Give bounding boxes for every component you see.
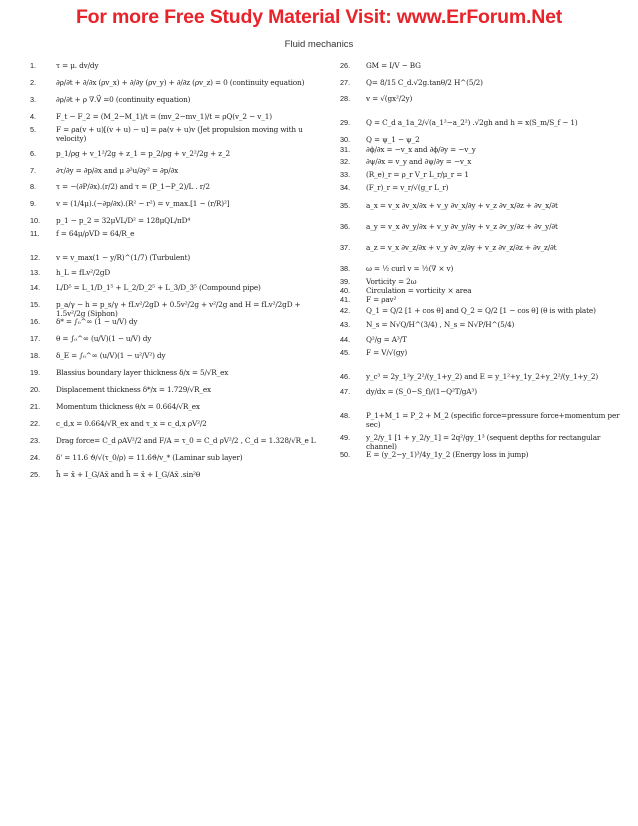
formula-text: (R_e)_r = ρ_r V_r L_r/μ_r = 1 <box>366 170 469 179</box>
formula-number: 41. <box>340 295 351 304</box>
formula-item <box>30 301 330 318</box>
formula-text: ∂τ/∂y = ∂p/∂x and μ ∂²u/∂y² = ∂p/∂x <box>56 166 179 175</box>
formula-number: 21. <box>30 402 41 412</box>
formula-text: a_y = v_x ∂v_y/∂x + v_y ∂v_y/∂y + v_z ∂v_y/∂z + ∂v_y/∂t <box>366 222 558 231</box>
formula-item <box>30 167 330 183</box>
formula-list-right <box>340 62 630 468</box>
formula-item <box>30 200 330 217</box>
formula-number: 24. <box>30 453 41 463</box>
formula-item <box>30 183 330 200</box>
formula-number: 13. <box>30 268 41 277</box>
formula-number: 19. <box>30 368 41 378</box>
formula-number: 28. <box>340 94 351 103</box>
formula-number: 27. <box>340 78 351 87</box>
formula-text: h_L = fLv²/2gD <box>56 268 111 277</box>
formula-number: 7. <box>30 166 37 175</box>
formula-item <box>340 434 630 451</box>
formula-text: F = ρav² <box>366 295 397 304</box>
formula-text: δ' = 11.6 ϑ/√(τ_0/ρ) = 11.6ϑ/v_* (Laminar sub layer) <box>56 453 243 463</box>
formula-item <box>30 420 330 437</box>
formula-item <box>30 454 330 471</box>
formula-number: 50. <box>340 450 351 460</box>
formula-item <box>340 412 630 434</box>
formula-text: ∂ϕ/∂x = −v_x and ∂ϕ/∂y = −v_y <box>366 145 476 154</box>
formula-text: GM = I/V − BG <box>366 61 421 70</box>
formula-number: 1. <box>30 61 37 70</box>
formula-item <box>340 223 630 244</box>
formula-number: 18. <box>30 351 41 361</box>
formula-number: 25. <box>30 470 41 480</box>
formula-text: Drag force= C_d ρAV²/2 and F/A = τ_0 = C_d ρV²/2 , C_d = 1.328/√R_e L <box>56 436 316 446</box>
formula-number: 10. <box>30 216 41 225</box>
formula-number: 37. <box>340 243 351 252</box>
formula-item <box>30 335 330 352</box>
formula-number: 38. <box>340 264 351 273</box>
formula-number: 17. <box>30 334 41 344</box>
formula-text: ∂ψ/∂x = v_y and ∂ψ/∂y = −v_x <box>366 157 472 166</box>
formula-item <box>340 307 630 321</box>
formula-item <box>30 318 330 335</box>
formula-text: τ = μ. dv/dy <box>56 61 99 70</box>
formula-text: c_d,x = 0.664/√R_ex and τ_x = c_d,x ρV²/2 <box>56 419 207 429</box>
formula-text: a_z = v_x ∂v_z/∂x + v_y ∂v_z/∂y + v_z ∂v_z/∂z + ∂v_z/∂t <box>366 243 557 252</box>
formula-text: Blassius boundary layer thickness δ/x = 5/√R_ex <box>56 368 229 378</box>
formula-item <box>30 403 330 420</box>
formula-number: 32. <box>340 157 351 166</box>
formula-number: 39. <box>340 277 351 286</box>
formula-text: θ = ∫₀^∞ (u/V)(1 − u/V) dy <box>56 334 152 344</box>
formula-text: τ = −(∂P/∂x).(r/2) and τ = (P_1−P_2)/L . r/2 <box>56 182 210 191</box>
formula-text: E = (y_2−y_1)³/4y_1y_2 (Energy loss in jump) <box>366 450 529 460</box>
formula-text: p_1 − p_2 = 32μVL/D² = 128μQL/πD⁴ <box>56 216 191 225</box>
formula-text: L/D⁵ = L_1/D_1⁵ + L_2/D_2⁵ + L_3/D_3⁵ (Compound pipe) <box>56 283 261 292</box>
formula-text: F = ρa(v + u)[(v + u) − u] = ρa(v + u)v (Jet propulsion moving with u velocity) <box>56 125 303 143</box>
formula-item <box>30 437 330 454</box>
formula-number: 16. <box>30 317 41 327</box>
formula-text: Q_1 = Q/2 [1 + cos θ] and Q_2 = Q/2 [1 − cos θ] (θ is with plate) <box>366 306 596 315</box>
formula-item <box>30 79 330 96</box>
formula-number: 5. <box>30 125 37 134</box>
formula-text: ∂ρ/∂t + ∂/∂x (ρv_x) + ∂/∂y (ρv_y) + ∂/∂z (ρv_z) = 0 (continuity equation) <box>56 78 305 87</box>
formula-text: ∂ρ/∂t + ρ ∇.V⃗ =0 (continuity equation) <box>56 95 191 104</box>
formula-item <box>340 202 630 223</box>
formula-text: F = V/√(gy) <box>366 348 408 357</box>
formula-text: v = √(gx²/2y) <box>366 94 413 103</box>
formula-text: dy/dx = (S_0−S_f)/(1−Q²T/gA³) <box>366 387 477 396</box>
formula-text: (F_r)_r = v_r/√(g_r L_r) <box>366 183 449 192</box>
formula-number: 49. <box>340 433 351 442</box>
formula-number: 35. <box>340 201 351 210</box>
formula-item <box>30 62 330 79</box>
formula-text: y_c³ = 2y_1²y_2²/(y_1+y_2) and E = y_1²+y_1y_2+y_2²/(y_1+y_2) <box>366 372 599 381</box>
formula-number: 14. <box>30 283 41 292</box>
formula-item <box>30 352 330 369</box>
formula-text: Q= 8/15 C_d.√2g.tanθ/2 H^(5/2) <box>366 78 483 87</box>
formula-text: p_1/ρg + v_1²/2g + z_1 = p_2/ρg + v_2²/2g + z_2 <box>56 149 230 158</box>
formula-text: v = v_max(1 − y/R)^(1/7) (Turbulent) <box>56 253 191 262</box>
formula-number: 46. <box>340 372 351 381</box>
formula-number: 48. <box>340 411 351 420</box>
formula-text: Q²/g = A³/T <box>366 335 407 344</box>
formula-text: F_t − F_2 = (M_2−M_1)/t = (mv_2−mv_1)/t = ρQ(v_2 − v_1) <box>56 112 272 121</box>
formula-text: Q = C_d a_1a_2/√(a_1²−a_2²) .√2gh and h = x(S_m/S_f − 1) <box>366 118 578 127</box>
formula-item <box>30 150 330 167</box>
formula-number: 47. <box>340 387 351 396</box>
formula-number: 34. <box>340 183 351 192</box>
formula-item <box>340 62 630 79</box>
formula-number: 15. <box>30 300 41 309</box>
formula-item <box>30 126 330 150</box>
formula-item <box>30 386 330 403</box>
formula-text: ω = ½ curl v = ½(∇ × v) <box>366 264 454 273</box>
formula-item <box>30 369 330 386</box>
formula-number: 30. <box>340 135 351 144</box>
page-title: Fluid mechanics <box>284 39 354 50</box>
formula-text: P_1+M_1 = P_2 + M_2 (specific force=pressure force+momentum per sec) <box>366 411 620 429</box>
formula-item <box>340 388 630 412</box>
formula-text: y_2/y_1 [1 + y_2/y_1] = 2q²/gy_1³ (sequent depths for rectangular channel) <box>366 433 601 451</box>
formula-number: 22. <box>30 419 41 429</box>
formula-text: Vorticity = 2ω <box>366 277 417 286</box>
formula-number: 9. <box>30 199 37 208</box>
formula-text: a_x = v_x ∂v_x/∂x + v_y ∂v_x/∂y + v_z ∂v_x/∂z + ∂v_x/∂t <box>366 201 558 210</box>
formula-list-left <box>30 62 330 488</box>
formula-text: h̄ = x̄ + I_G/Ax̄ and h̄ = x̄ + I_G/Ax̄ .sin²θ <box>56 470 201 480</box>
formula-item <box>340 95 630 119</box>
formula-number: 11. <box>30 229 40 238</box>
formula-item <box>30 269 330 284</box>
formula-number: 2. <box>30 78 37 87</box>
formula-text: f = 64μ/ρVD = 64/R_e <box>56 229 135 238</box>
formula-item <box>340 373 630 388</box>
formula-item <box>30 471 330 488</box>
formula-number: 8. <box>30 182 37 191</box>
website-banner: For more Free Study Material Visit: www.ErForum.Net <box>75 6 563 28</box>
formula-number: 23. <box>30 436 41 446</box>
formula-item <box>30 284 330 301</box>
formula-text: Circulation = vorticity × area <box>366 286 472 295</box>
formula-item <box>340 451 630 468</box>
formula-item <box>340 119 630 136</box>
formula-item <box>340 244 630 265</box>
formula-number: 3. <box>30 95 37 104</box>
formula-item <box>340 349 630 373</box>
formula-number: 40. <box>340 286 351 295</box>
formula-text: δ_E = ∫₀^∞ (u/V)(1 − u²/V²) dy <box>56 351 166 361</box>
formula-text: N_s = N√Q/H^(3/4) , N_s = N√P/H^(5/4) <box>366 320 515 329</box>
formula-text: Momentum thickness θ/x = 0.664/√R_ex <box>56 402 200 412</box>
formula-number: 29. <box>340 118 351 127</box>
formula-number: 12. <box>30 253 41 262</box>
formula-number: 45. <box>340 348 351 357</box>
formula-item <box>30 96 330 113</box>
formula-text: p_a/γ − h = p_s/γ + fLv²/2gD + 0.5v²/2g + v²/2g and H = fLv²/2gD + 1.5v²/2g (Siphon) <box>56 300 301 318</box>
formula-item <box>340 79 630 95</box>
formula-text: δ* = ∫₀^∞ (1 − u/V) dy <box>56 317 138 327</box>
formula-text: Displacement thickness δ*/x = 1.729/√R_ex <box>56 385 211 395</box>
formula-number: 4. <box>30 112 37 121</box>
formula-number: 31. <box>340 145 351 154</box>
formula-item <box>340 184 630 202</box>
formula-number: 26. <box>340 61 351 70</box>
formula-number: 44. <box>340 335 351 344</box>
formula-number: 43. <box>340 320 351 329</box>
formula-number: 42. <box>340 306 351 315</box>
formula-number: 20. <box>30 385 41 395</box>
formula-item <box>340 321 630 336</box>
formula-number: 36. <box>340 222 351 231</box>
formula-number: 6. <box>30 149 37 158</box>
formula-item <box>30 230 330 254</box>
formula-number: 33. <box>340 170 351 179</box>
formula-text: Q = ψ_1 − ψ_2 <box>366 135 420 144</box>
formula-text: v = (1/4μ).(−∂p/∂x).(R² − r²) = v_max.[1 − (r/R)²] <box>56 199 230 208</box>
formula-item <box>30 254 330 269</box>
